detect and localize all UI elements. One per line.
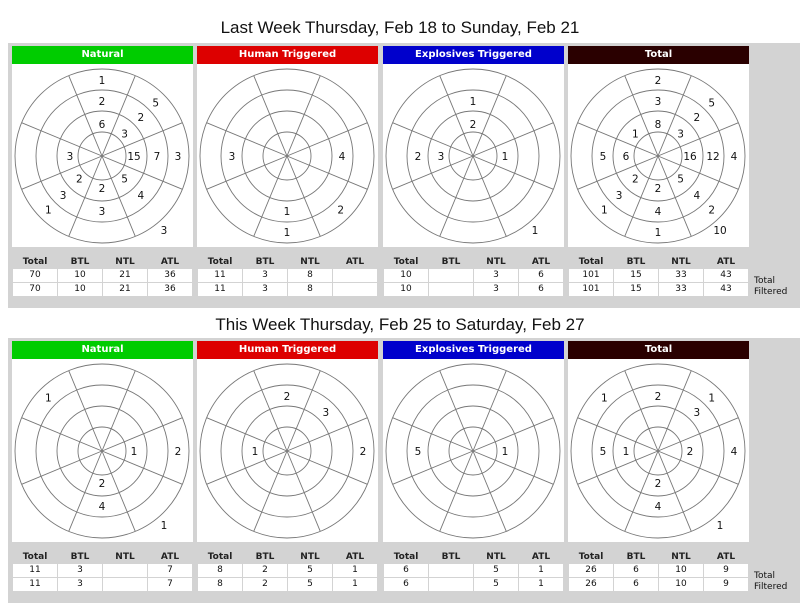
stats-header-row	[198, 256, 378, 269]
rose-count-label: 15	[127, 151, 141, 163]
stats-row	[13, 283, 193, 297]
rose-count-label: 2	[469, 119, 477, 131]
panel-header[interactable]: Natural	[12, 46, 193, 64]
stats-cell: 3	[58, 564, 103, 578]
stats-cell: 26	[569, 564, 614, 578]
rose-count-label: 3	[66, 151, 74, 163]
rose-count-label: 2	[654, 478, 662, 490]
stats-cell: 1	[333, 564, 378, 578]
stats-header-cell: ATL	[345, 552, 365, 562]
stats-cell: 11	[198, 283, 243, 297]
rose-chart	[197, 64, 378, 247]
rose-count-label: 1	[501, 151, 509, 163]
rose-count-label: 5	[599, 446, 607, 458]
rose-count-label: 2	[654, 75, 662, 87]
stats-header-cell: ATL	[160, 552, 180, 562]
stats-cell: 5	[474, 564, 519, 578]
stats-header-row	[384, 256, 564, 269]
rose-count-label: 12	[706, 151, 720, 163]
rose-count-label: 2	[174, 446, 182, 458]
stats-cell: 33	[659, 283, 704, 297]
stats-cell: 3	[243, 269, 288, 283]
stats-cell: 70	[13, 283, 58, 297]
stats-cell: 3	[474, 269, 519, 283]
stats-row	[569, 578, 749, 592]
stats-cell: 5	[288, 578, 333, 592]
rose-count-label: 2	[686, 446, 694, 458]
stats-cell: 21	[103, 283, 148, 297]
rose-count-label: 4	[730, 446, 738, 458]
rose-count-label: 3	[322, 407, 330, 420]
stats-cell: 7	[148, 578, 193, 592]
stats-header-cell: NTL	[115, 552, 135, 562]
rose-count-label: 4	[730, 151, 738, 163]
panel-natural	[12, 341, 193, 603]
rose-chart	[197, 359, 378, 542]
stats-row	[13, 578, 193, 592]
panel-header[interactable]: Human Triggered	[197, 46, 378, 64]
stats-cell: 6	[519, 269, 564, 283]
panel-header[interactable]: Total	[568, 46, 749, 64]
stats-cell: 8	[198, 564, 243, 578]
rose-chart	[383, 359, 564, 542]
rose-count-label: 1	[469, 96, 477, 108]
stats-header-cell: NTL	[300, 552, 320, 562]
stats-header-cell: BTL	[70, 552, 90, 562]
stats-header-cell: ATL	[160, 257, 180, 267]
panel-explosives-triggered	[383, 46, 564, 308]
stats-cell: 8	[288, 283, 333, 297]
stats-cell: 6	[384, 564, 429, 578]
rose-count-label: 4	[654, 501, 662, 513]
stats-grid	[383, 256, 564, 297]
stats-header-cell: NTL	[300, 257, 320, 267]
panel-header[interactable]: Total	[568, 341, 749, 359]
rose-count-label: 10	[713, 225, 727, 237]
stats-header-cell: ATL	[531, 257, 551, 267]
rose-count-label: 3	[121, 128, 128, 141]
stats-cell: 10	[659, 564, 704, 578]
section-title: This Week Thursday, Feb 25 to Saturday, Feb 27	[215, 315, 585, 334]
stats-table	[12, 256, 193, 297]
stats-row	[13, 269, 193, 283]
stats-header-cell: BTL	[441, 257, 461, 267]
stats-cell: 43	[704, 269, 749, 283]
stats-row	[384, 283, 564, 297]
stats-header-cell: Total	[393, 552, 419, 562]
rose-count-label: 5	[121, 173, 128, 186]
stats-header-row	[198, 551, 378, 564]
stats-header-cell: Total	[207, 552, 233, 562]
rose-count-label: 2	[98, 96, 106, 108]
stats-cell: 70	[13, 269, 58, 283]
stats-row	[198, 283, 378, 297]
stats-header-cell: BTL	[626, 257, 646, 267]
stats-table	[568, 551, 749, 592]
stats-row	[198, 564, 378, 578]
rose-count-label: 1	[531, 225, 539, 237]
stats-cell: 6	[614, 578, 659, 592]
panel-header[interactable]: Human Triggered	[197, 341, 378, 359]
stats-header-cell: BTL	[441, 552, 461, 562]
panel-human-triggered	[197, 46, 378, 308]
stats-cell: 8	[198, 578, 243, 592]
rose-count-label: 6	[98, 119, 106, 131]
stats-row	[569, 269, 749, 283]
stats-cell: 9	[704, 578, 749, 592]
rose-count-label: 1	[501, 446, 509, 458]
stats-cell: 3	[243, 283, 288, 297]
stats-header-cell: Total	[578, 552, 604, 562]
stats-cell: 36	[148, 283, 193, 297]
rose-count-label: 3	[677, 128, 684, 141]
rose-count-label: 3	[174, 151, 182, 163]
stats-cell: 15	[614, 269, 659, 283]
panel-header[interactable]: Natural	[12, 341, 193, 359]
stats-row	[569, 283, 749, 297]
stats-header-cell: Total	[207, 257, 233, 267]
rose-count-label: 2	[654, 391, 662, 403]
legend-filtered: Filtered	[754, 287, 788, 297]
stats-cell: 1	[519, 578, 564, 592]
rose-count-label: 4	[654, 206, 662, 218]
rose-count-label: 7	[153, 151, 161, 163]
rose-count-label: 1	[283, 227, 291, 239]
stats-cell: 21	[103, 269, 148, 283]
stats-grid	[197, 551, 378, 592]
section-panel-group	[8, 43, 800, 308]
rose-count-label: 2	[76, 173, 83, 186]
rose-chart	[12, 359, 193, 542]
panel-explosives-triggered	[383, 341, 564, 603]
stats-header-cell: BTL	[70, 257, 90, 267]
section-panel-group	[8, 338, 800, 603]
stats-header-cell: NTL	[486, 257, 506, 267]
stats-cell	[429, 283, 474, 297]
stats-cell: 15	[614, 283, 659, 297]
rose-count-label: 2	[654, 183, 662, 195]
rose-count-label: 2	[632, 173, 639, 186]
stats-cell	[333, 283, 378, 297]
legend-total: Total	[754, 571, 776, 581]
stats-cell: 8	[288, 269, 333, 283]
panel-header[interactable]: Explosives Triggered	[383, 341, 564, 359]
legend-filtered: Filtered	[754, 582, 788, 592]
stats-header-row	[13, 256, 193, 269]
rose-count-label: 2	[414, 151, 422, 163]
stats-header-cell: BTL	[626, 552, 646, 562]
stats-grid	[568, 256, 749, 297]
stats-cell: 9	[704, 564, 749, 578]
stats-cell: 101	[569, 269, 614, 283]
stats-grid	[568, 551, 749, 592]
stats-header-cell: NTL	[115, 257, 135, 267]
rose-count-label: 1	[160, 520, 168, 532]
stats-header-cell: Total	[393, 257, 419, 267]
stats-grid	[12, 551, 193, 592]
stats-cell: 43	[704, 283, 749, 297]
rose-count-label: 1	[44, 204, 52, 217]
rose-count-label: 4	[98, 501, 106, 513]
stats-header-cell: ATL	[531, 552, 551, 562]
stats-header-cell: NTL	[486, 552, 506, 562]
stats-table	[383, 551, 564, 592]
stats-header-row	[569, 551, 749, 564]
stats-header-cell: BTL	[255, 552, 275, 562]
stats-cell	[429, 578, 474, 592]
aspect-elevation-rose	[12, 64, 193, 247]
legend-total: Total	[754, 276, 776, 286]
section-title: Last Week Thursday, Feb 18 to Sunday, Feb 21	[220, 18, 580, 37]
stats-cell: 101	[569, 283, 614, 297]
rose-count-label: 1	[708, 392, 716, 405]
stats-header-cell: NTL	[671, 257, 691, 267]
rose-count-label: 3	[615, 189, 623, 202]
rose-count-label: 16	[683, 151, 697, 163]
stats-header-cell: Total	[578, 257, 604, 267]
stats-cell: 2	[243, 564, 288, 578]
rose-chart	[383, 64, 564, 247]
stats-cell: 36	[148, 269, 193, 283]
stats-table	[12, 551, 193, 592]
stats-cell: 1	[519, 564, 564, 578]
rose-count-label: 3	[693, 407, 701, 420]
stats-cell: 5	[474, 578, 519, 592]
rose-count-label: 1	[716, 520, 724, 532]
rose-count-label: 3	[160, 225, 168, 237]
stats-header-cell: NTL	[671, 552, 691, 562]
stats-cell: 11	[13, 578, 58, 592]
aspect-elevation-rose	[197, 359, 378, 542]
stats-cell: 1	[333, 578, 378, 592]
rose-count-label: 2	[359, 446, 367, 458]
rose-count-label: 5	[152, 97, 160, 110]
stats-cell: 6	[519, 283, 564, 297]
panel-human-triggered	[197, 341, 378, 603]
aspect-elevation-rose	[568, 359, 749, 542]
rose-count-label: 4	[137, 189, 145, 202]
stats-row	[198, 269, 378, 283]
stats-cell: 7	[148, 564, 193, 578]
rose-count-label: 8	[654, 119, 662, 131]
rose-chart	[12, 64, 193, 247]
stats-header-cell: Total	[22, 552, 48, 562]
stats-header-row	[384, 551, 564, 564]
aspect-elevation-rose	[383, 64, 564, 247]
rose-count-label: 4	[338, 151, 346, 163]
rose-count-label: 3	[59, 189, 67, 202]
rose-count-label: 1	[44, 392, 52, 405]
rose-count-label: 1	[600, 204, 608, 217]
rose-count-label: 5	[677, 173, 684, 186]
stats-table	[197, 256, 378, 297]
stats-cell: 10	[58, 283, 103, 297]
row-legend	[754, 276, 787, 298]
stats-row	[198, 578, 378, 592]
rose-count-label: 1	[600, 392, 608, 405]
stats-cell: 33	[659, 269, 704, 283]
stats-cell: 11	[13, 564, 58, 578]
stats-grid	[12, 256, 193, 297]
rose-count-label: 4	[693, 189, 701, 202]
stats-cell	[429, 564, 474, 578]
stats-cell: 3	[58, 578, 103, 592]
rose-count-label: 1	[654, 227, 662, 239]
rose-count-label: 2	[283, 391, 291, 403]
rose-count-label: 1	[622, 446, 630, 458]
panel-total	[568, 341, 749, 603]
rose-count-label: 1	[130, 446, 138, 458]
panel-total	[568, 46, 749, 308]
rose-count-label: 2	[98, 478, 106, 490]
stats-cell: 5	[288, 564, 333, 578]
stats-header-cell: ATL	[345, 257, 365, 267]
panel-natural	[12, 46, 193, 308]
stats-cell: 10	[384, 269, 429, 283]
rose-count-label: 3	[654, 96, 662, 108]
stats-cell: 6	[384, 578, 429, 592]
stats-header-cell: Total	[22, 257, 48, 267]
stats-row	[13, 564, 193, 578]
stats-cell: 10	[659, 578, 704, 592]
stats-cell	[103, 578, 148, 592]
rose-count-label: 1	[98, 75, 106, 87]
stats-cell: 2	[243, 578, 288, 592]
rose-count-label: 2	[337, 204, 345, 217]
rose-chart	[568, 64, 749, 247]
rose-count-label: 6	[622, 151, 630, 163]
rose-count-label: 3	[98, 206, 106, 218]
rose-count-label: 1	[251, 446, 259, 458]
stats-cell: 10	[58, 269, 103, 283]
aspect-elevation-rose	[568, 64, 749, 247]
stats-header-row	[569, 256, 749, 269]
stats-row	[384, 269, 564, 283]
stats-grid	[383, 551, 564, 592]
stats-cell: 6	[614, 564, 659, 578]
rose-count-label: 3	[228, 151, 236, 163]
stats-table	[383, 256, 564, 297]
rose-count-label: 2	[693, 112, 701, 125]
rose-count-label: 5	[414, 446, 422, 458]
stats-header-row	[13, 551, 193, 564]
stats-cell: 11	[198, 269, 243, 283]
stats-header-cell: ATL	[716, 552, 736, 562]
stats-cell	[429, 269, 474, 283]
stats-cell	[333, 269, 378, 283]
stats-grid	[197, 256, 378, 297]
rose-count-label: 2	[137, 112, 145, 125]
stats-cell: 3	[474, 283, 519, 297]
stats-row	[384, 564, 564, 578]
rose-count-label: 2	[708, 204, 716, 217]
stats-row	[569, 564, 749, 578]
stats-row	[384, 578, 564, 592]
rose-count-label: 5	[708, 97, 716, 110]
aspect-elevation-rose	[197, 64, 378, 247]
stats-cell	[103, 564, 148, 578]
aspect-elevation-rose	[12, 359, 193, 542]
rose-count-label: 1	[632, 128, 639, 141]
stats-table	[197, 551, 378, 592]
stats-cell: 26	[569, 578, 614, 592]
stats-table	[568, 256, 749, 297]
panel-header[interactable]: Explosives Triggered	[383, 46, 564, 64]
stats-header-cell: ATL	[716, 257, 736, 267]
aspect-elevation-rose	[383, 359, 564, 542]
rose-count-label: 1	[283, 206, 291, 218]
rose-count-label: 5	[599, 151, 607, 163]
rose-chart	[568, 359, 749, 542]
stats-cell: 10	[384, 283, 429, 297]
row-legend	[754, 571, 787, 593]
stats-header-cell: BTL	[255, 257, 275, 267]
rose-count-label: 3	[437, 151, 445, 163]
rose-count-label: 2	[98, 183, 106, 195]
